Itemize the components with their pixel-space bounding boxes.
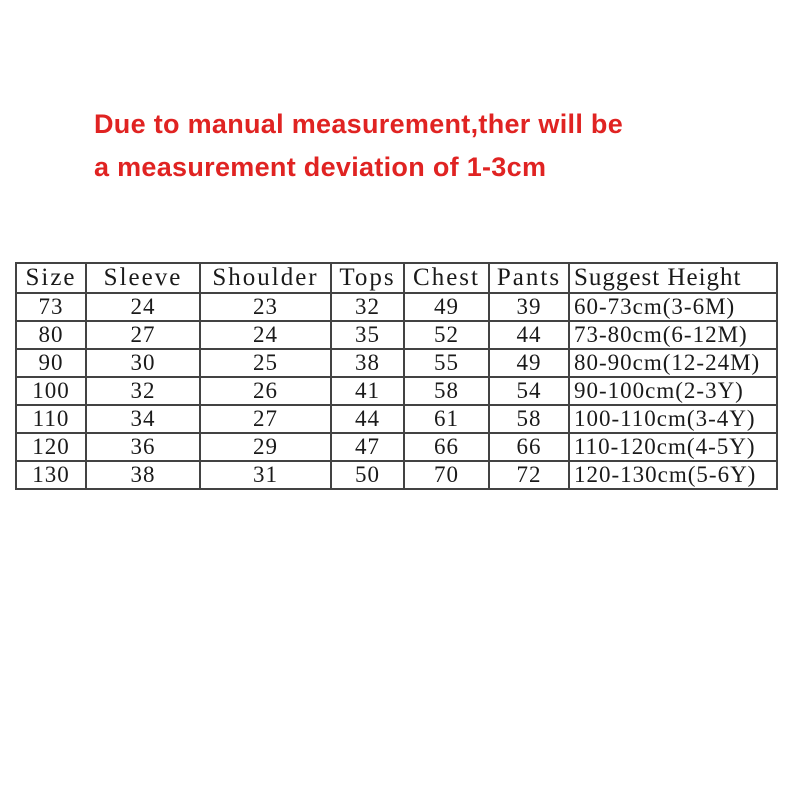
table-row bbox=[16, 405, 777, 433]
table-cell: 60-73cm(3-6M) bbox=[569, 293, 777, 321]
table-cell: 52 bbox=[404, 321, 489, 349]
column-header-label: Size bbox=[25, 264, 77, 291]
table-cell: 35 bbox=[331, 321, 404, 349]
table-cell: 24 bbox=[86, 293, 200, 321]
table-cell: 80-90cm(12-24M) bbox=[569, 349, 777, 377]
table-cell: 38 bbox=[86, 461, 200, 489]
table-cell: 32 bbox=[86, 377, 200, 405]
table-cell: 100 bbox=[16, 377, 86, 405]
column-header-label: Sleeve bbox=[103, 264, 183, 291]
disclaimer-line2: a measurement deviation of 1-3cm bbox=[94, 152, 547, 182]
table-cell: 49 bbox=[404, 293, 489, 321]
table-cell: 41 bbox=[331, 377, 404, 405]
table-header-row bbox=[16, 263, 777, 293]
table-cell: 80 bbox=[16, 321, 86, 349]
column-header-size bbox=[16, 263, 86, 293]
table-row bbox=[16, 461, 777, 489]
column-header-label: Pants bbox=[496, 264, 562, 291]
disclaimer-line1: Due to manual measurement,ther will be bbox=[94, 109, 624, 139]
table-cell: 90 bbox=[16, 349, 86, 377]
table-cell: 58 bbox=[489, 405, 569, 433]
column-header-suggest-height bbox=[569, 263, 777, 293]
table-cell: 50 bbox=[331, 461, 404, 489]
table-cell: 72 bbox=[489, 461, 569, 489]
table-cell: 23 bbox=[200, 293, 331, 321]
table-cell: 26 bbox=[200, 377, 331, 405]
table-cell: 34 bbox=[86, 405, 200, 433]
table-cell: 120 bbox=[16, 433, 86, 461]
column-header-chest bbox=[404, 263, 489, 293]
table-cell: 36 bbox=[86, 433, 200, 461]
table-cell: 44 bbox=[489, 321, 569, 349]
table-cell: 110 bbox=[16, 405, 86, 433]
table-cell: 66 bbox=[404, 433, 489, 461]
column-header-label: Shoulder bbox=[212, 264, 319, 291]
column-header-label: Suggest Height bbox=[574, 264, 742, 291]
table-cell: 29 bbox=[200, 433, 331, 461]
table-cell: 110-120cm(4-5Y) bbox=[569, 433, 777, 461]
table-cell: 70 bbox=[404, 461, 489, 489]
table-row bbox=[16, 349, 777, 377]
table-cell: 130 bbox=[16, 461, 86, 489]
table-cell: 100-110cm(3-4Y) bbox=[569, 405, 777, 433]
table-cell: 73 bbox=[16, 293, 86, 321]
column-header-tops bbox=[331, 263, 404, 293]
size-table bbox=[15, 262, 778, 490]
table-cell: 66 bbox=[489, 433, 569, 461]
table-cell: 54 bbox=[489, 377, 569, 405]
table-cell: 39 bbox=[489, 293, 569, 321]
column-header-pants bbox=[489, 263, 569, 293]
column-header-label: Chest bbox=[413, 264, 480, 291]
table-cell: 27 bbox=[86, 321, 200, 349]
table-row bbox=[16, 433, 777, 461]
table-cell: 120-130cm(5-6Y) bbox=[569, 461, 777, 489]
table-cell: 30 bbox=[86, 349, 200, 377]
table-cell: 47 bbox=[331, 433, 404, 461]
table-cell: 38 bbox=[331, 349, 404, 377]
table-cell: 58 bbox=[404, 377, 489, 405]
table-cell: 49 bbox=[489, 349, 569, 377]
table-cell: 61 bbox=[404, 405, 489, 433]
disclaimer-text bbox=[94, 103, 623, 189]
table-cell: 73-80cm(6-12M) bbox=[569, 321, 777, 349]
table-cell: 32 bbox=[331, 293, 404, 321]
table-cell: 24 bbox=[200, 321, 331, 349]
column-header-shoulder bbox=[200, 263, 331, 293]
table-cell: 55 bbox=[404, 349, 489, 377]
table-cell: 31 bbox=[200, 461, 331, 489]
table-row bbox=[16, 321, 777, 349]
column-header-label: Tops bbox=[339, 264, 396, 291]
table-cell: 90-100cm(2-3Y) bbox=[569, 377, 777, 405]
table-cell: 44 bbox=[331, 405, 404, 433]
table-cell: 25 bbox=[200, 349, 331, 377]
table-cell: 27 bbox=[200, 405, 331, 433]
table-row bbox=[16, 293, 777, 321]
table-row bbox=[16, 377, 777, 405]
column-header-sleeve bbox=[86, 263, 200, 293]
